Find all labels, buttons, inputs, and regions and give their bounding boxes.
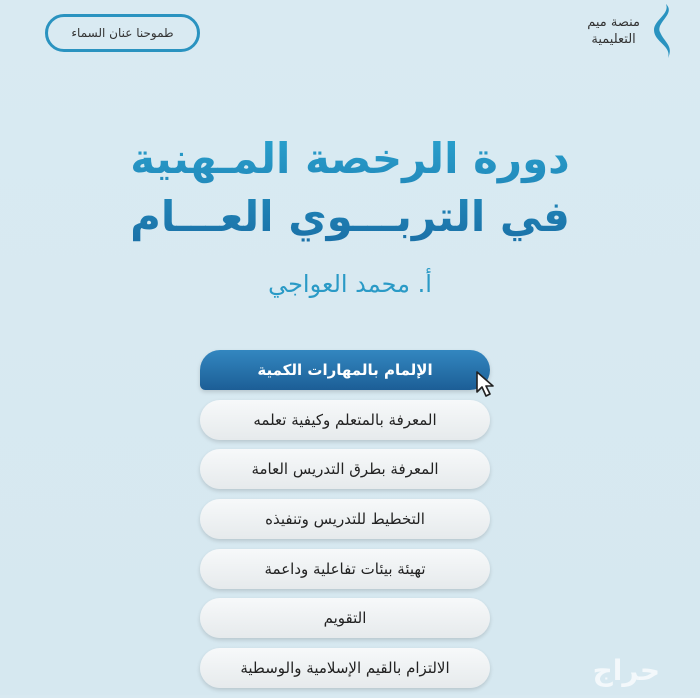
topic-label: التخطيط للتدريس وتنفيذه	[265, 510, 425, 529]
title-line2: في التربـــوي العـــام	[130, 192, 570, 241]
topic-item[interactable]	[200, 499, 490, 539]
topic-label: الالتزام بالقيم الإسلامية والوسطية	[240, 659, 450, 678]
brand-mark-icon	[648, 2, 678, 60]
topic-item[interactable]	[200, 549, 490, 589]
author-name: أ. محمد العواجي	[268, 270, 432, 298]
topic-label: تهيئة بيئات تفاعلية وداعمة	[264, 559, 426, 578]
logo-line2: التعليمية	[591, 32, 636, 47]
topic-label: التقويم	[323, 609, 367, 628]
topic-label: المعرفة بطرق التدريس العامة	[251, 460, 439, 479]
topic-item[interactable]	[200, 598, 490, 638]
title-line1: دورة الرخصة المـهنية	[130, 134, 570, 183]
topic-item[interactable]	[200, 400, 490, 440]
topic-label: الإلمام بالمهارات الكمية	[257, 361, 433, 379]
page-title	[0, 130, 700, 246]
brand-logo	[587, 2, 678, 60]
logo-line1: منصة ميم	[587, 15, 640, 30]
topic-label: المعرفة بالمتعلم وكيفية تعلمه	[253, 410, 437, 429]
slogan-badge: طموحنا عنان السماء	[45, 14, 200, 52]
topic-item[interactable]	[200, 449, 490, 489]
mouse-cursor-icon	[474, 370, 498, 398]
topic-item[interactable]	[200, 648, 490, 688]
topic-item-quantitative-skills[interactable]	[200, 350, 490, 390]
course-topics-list	[200, 350, 490, 698]
watermark: حراج	[592, 654, 660, 687]
